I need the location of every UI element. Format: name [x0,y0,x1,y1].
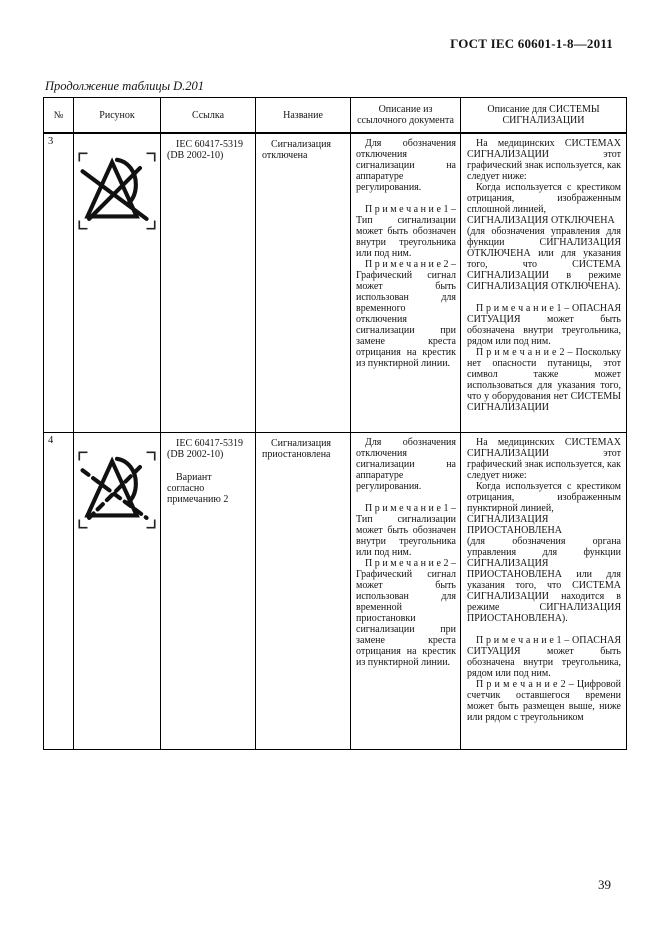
ref-description-cell [351,432,461,749]
note-1: П р и м е ч а н и е 1 – Тип сигнализации может быть обозначен внутри треугольника или под ним. [356,502,456,558]
header-row [44,98,627,134]
paragraph: Когда используется с крестиком отрицания, изображенным сплошной линией, [467,182,621,215]
standard-code: ГОСТ IEC 60601-1-8—2011 [450,36,613,51]
paragraph: Для обозначения отключения сигнализации на аппаратуре регулирования. [356,436,456,492]
negation-cross-solid [83,168,147,219]
note-2: П р и м е ч а н и е 2 – Графический сигнал может быть использован для временной приостановки сигнализации при замене креста отрицания на крестик из пунктирной линии. [356,557,456,668]
col-header-figure: Рисунок [74,98,161,134]
reference-cell [161,133,256,432]
note-1: П р и м е ч а н и е 1 – ОПАСНАЯ СИТУАЦИЯ может быть обозначена внутри треугольника, рядом или под ним. [467,303,621,347]
caps-term: СИГНАЛИЗАЦИЯ ОТКЛЮЧЕНА [467,215,615,226]
symbols-table [43,97,627,750]
reference-cell [161,432,256,749]
caps-term: СИГНАЛИЗАЦИЯ ПРИОСТАНОВЛЕНА [467,513,562,536]
page-number: 39 [598,877,611,892]
note-1: П р и м е ч а н и е 1 – ОПАСНАЯ СИТУАЦИЯ может быть обозначена внутри треугольника, рядом или под ним. [467,634,621,679]
alarm-off-symbol [76,147,158,235]
paragraph: На медицинских СИСТЕМАХ СИГНАЛИЗАЦИИ этот графический знак используется, как следует ниже: [467,138,621,182]
symbol-name: Сигнализация отключена [262,139,332,161]
alarm-paused-symbol [76,446,158,534]
symbol-name: Сигнализация приостановлена [262,437,332,460]
col-header-num: № [44,98,74,134]
table-row-3 [44,133,627,432]
paragraph: Когда используется с крестиком отрицания, изображенным пунктирной линией, [467,480,621,514]
alarm-description-cell [461,432,627,749]
alarm-description-cell [461,133,627,432]
row-number: 4 [44,432,74,749]
col-header-reference: Ссылка [161,98,256,134]
reference-text: IEC 60417-5319 (DB 2002-10) [167,139,243,161]
table-caption: Продолжение таблицы D.201 [45,79,205,93]
paragraph: На медицинских СИСТЕМАХ СИГНАЛИЗАЦИИ этот графический знак используется, как следует ниже: [467,436,621,481]
negation-cross-dashed [83,467,147,518]
paragraph: (для обозначения управления для функции СИГНАЛИЗАЦИЯ ОТКЛЮЧЕНА или для указания того, что СИСТЕМА СИГНАЛИЗАЦИИ в режиме СИГНАЛИЗАЦИЯ ОТКЛЮЧЕНА). [467,226,621,292]
paragraph: Для обозначения отключения сигнализации на аппаратуре регулирования. [356,138,456,193]
name-cell [256,432,351,749]
name-cell [256,133,351,432]
ref-description-cell [351,133,461,432]
col-header-ref-desc: Описание из ссылочного документа [351,98,461,134]
note-1: П р и м е ч а н и е 1 – Тип сигнализации может быть обозначен внутри треугольника или под ним. [356,204,456,259]
col-header-alarm-desc: Описание для СИСТЕМЫ СИГНАЛИЗАЦИИ [461,98,627,134]
note-2: П р и м е ч а н и е 2 – Цифровой счетчик оставшегося времени может быть размещен выше, ниже или рядом с треугольником [467,678,621,723]
col-header-name: Название [256,98,351,134]
figure-cell [74,432,161,749]
row-number: 3 [44,133,74,432]
reference-variant: Вариант согласно примечанию 2 [167,471,229,505]
note-2: П р и м е ч а н и е 2 – Графический сигнал может быть использован для временного отключения сигнализации при замене креста отрицания на крестик из пунктирной линии. [356,259,456,369]
figure-cell [74,133,161,432]
reference-text: IEC 60417-5319 (DB 2002-10) [167,437,243,460]
table-row-4 [44,432,627,749]
note-2: П р и м е ч а н и е 2 – Поскольку нет опасности путаницы, этот символ также может использоваться для указания того, что у оборудования нет СИСТЕМЫ СИГНАЛИЗАЦИИ [467,347,621,413]
paragraph: (для обозначения органа управления для функции СИГНАЛИЗАЦИЯ ПРИОСТАНОВЛЕНА или для указания того, что СИСТЕМА СИГНАЛИЗАЦИИ находится в режиме СИГНАЛИЗАЦИЯ ПРИОСТАНОВЛЕНА). [467,535,621,624]
